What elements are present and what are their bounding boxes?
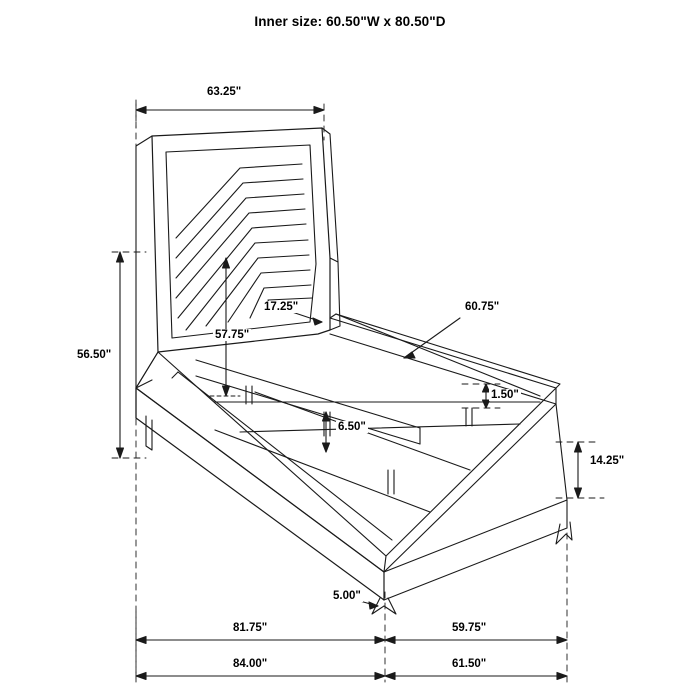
page-title: Inner size: 60.50"W x 80.50"D — [254, 14, 446, 29]
dim-label-front-right-span: 59.75" — [452, 622, 487, 634]
dim-label-front-left-span: 81.75" — [233, 622, 268, 634]
dim-label-footboard-height: 14.25" — [590, 455, 625, 467]
dim-label-side-rail-length: 60.75" — [465, 301, 500, 313]
dim-label-headboard-inner-offset: 17.25" — [264, 301, 299, 313]
dim-label-slat-thickness: 1.50" — [491, 389, 519, 401]
dim-label-overall-height: 56.50" — [77, 349, 112, 361]
dim-label-overall-right-span: 61.50" — [452, 658, 487, 670]
dim-label-headboard-width: 63.25" — [207, 86, 242, 98]
dim-label-leg-height: 5.00" — [333, 590, 361, 602]
dim-label-center-support-height: 6.50" — [338, 421, 366, 433]
dim-label-headboard-panel-height: 57.75" — [215, 329, 250, 341]
dim-label-overall-left-span: 84.00" — [233, 658, 268, 670]
